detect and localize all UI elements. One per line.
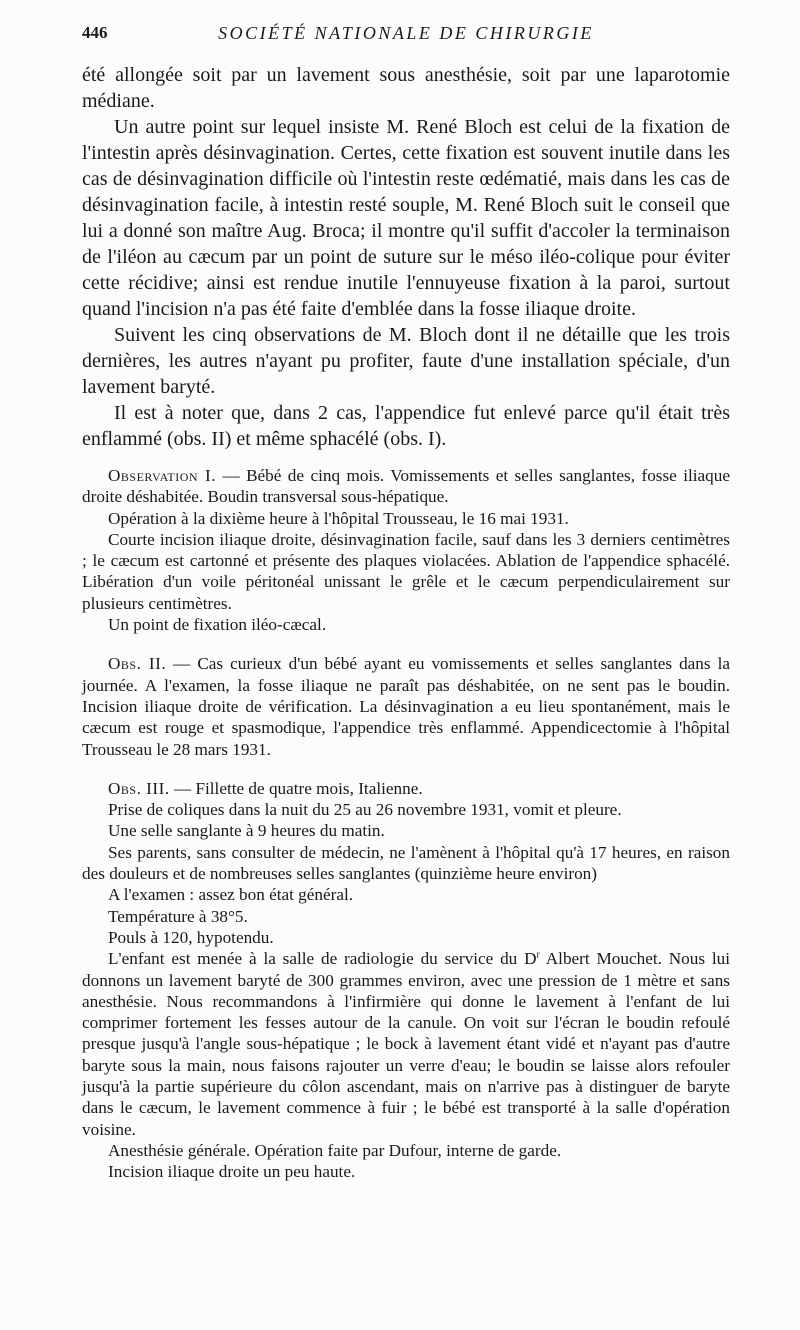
observation-3-paragraph: Température à 38°5.	[108, 906, 248, 926]
observation-2-opening	[82, 653, 730, 759]
observation-1	[82, 465, 730, 635]
observation-1-heading: Observation I.	[108, 466, 217, 485]
observation-2-first-text: — Cas curieux d'un bébé ayant eu vomissements et selles sanglantes dans la journée. A l'examen, la fosse iliaque ne paraît pas déshabitée, on ne sent pas le boudin. Incision iliaque droite de vérification. La désinvagination a eu lieu spontanément, mais le cæcum est rouge et spasmodique, l'appendice très enflammé. Appendicectomie à l'hôpital Trousseau le 28 mars 1931.	[82, 654, 730, 759]
observation-3-paragraph: Pouls à 120, hypotendu.	[108, 927, 274, 947]
observation-2-heading: Obs. II.	[108, 654, 167, 674]
paragraph-appendix-note: Il est à noter que, dans 2 cas, l'appendice fut enlevé parce qu'il était très enflammé (obs. II) et même sphacélé (obs. I).	[82, 402, 730, 450]
observation-3-paragraph: Incision iliaque droite un peu haute.	[108, 1162, 356, 1182]
observation-3-opening	[82, 778, 730, 799]
observation-1-paragraph: Courte incision iliaque droite, désinvagination facile, sauf dans les 3 derniers centimètres ; le cæcum est cartonné et présente des plaques violacées. Ablation de l'appendice sphacélé. Libération d'un voile péritonéal unissant le grêle et le cæcum perpendiculairement sur plusieurs centimètres.	[82, 529, 730, 613]
radiology-text-rest: Albert Mouchet. Nous lui donnons un lavement baryté de 300 grammes environ, avec une pression de 1 mètre et sans anesthésie. Nous recommandons à l'infirmière qui donne le lavement à l'enfant de lui comprimer fortement les fesses autour de la canule. On voit sur l'écran le boudin refoulé presque jusqu'à l'angle sous-hépatique ; le bock à lavement étant vidé et n'ayant pas d'autre baryte sous la main, nous faisons rajouter un verre d'eau; le boudin se laisse alors refouler jusqu'à la partie supérieure du côlon ascendant, mais on n'arrive pas à distinguer de baryte dans le cæcum, le lavement commence à fuir ; le bébé est transporté à la salle d'opération voisine.	[82, 949, 730, 1139]
observation-1-opening	[82, 465, 730, 508]
observation-3	[82, 778, 730, 1183]
observation-3-radiology-paragraph	[82, 948, 730, 1140]
doctor-abbrev-superscript: r	[536, 949, 540, 961]
radiology-text-start: L'enfant est menée à la salle de radiologie du service du D	[108, 949, 537, 969]
observation-3-first-text: — Fillette de quatre mois, Italienne.	[169, 778, 423, 798]
observation-2	[82, 653, 730, 759]
observation-1-paragraph: Un point de fixation iléo-cæcal.	[108, 615, 327, 635]
body-text	[82, 62, 730, 1183]
observation-3-paragraph: Ses parents, sans consulter de médecin, ne l'amènent à l'hôpital qu'à 17 heures, en raison des douleurs et de nombreuses selles sanglantes (quinzième heure environ)	[82, 842, 730, 884]
paragraph-fixation: Un autre point sur lequel insiste M. René Bloch est celui de la fixation de l'intestin après désinvagination. Certes, cette fixation est souvent inutile dans les cas de désinvagination difficile où l'intestin reste œdématié, mais dans les cas de désinvagination facile, à intestin resté souple, M. René Bloch suit le conseil que lui a donné son maître Aug. Broca; il montre qu'il suffit d'accoler la terminaison de l'iléon au cæcum par un point de suture sur le méso iléo-colique pour éviter cette récidive; ainsi est rendue inutile l'ennuyeuse fixation à la paroi, surtout quand l'incision n'a pas été faite d'emblée dans la fosse iliaque droite.	[82, 116, 730, 320]
observation-1-paragraph: Opération à la dixième heure à l'hôpital Trousseau, le 16 mai 1931.	[108, 508, 569, 528]
observation-3-paragraph: Une selle sanglante à 9 heures du matin.	[108, 821, 385, 841]
observation-3-paragraph: A l'examen : assez bon état général.	[108, 885, 354, 905]
page-header	[82, 18, 730, 48]
paragraph-continuation: été allongée soit par un lavement sous anesthésie, soit par une laparotomie médiane.	[82, 64, 730, 112]
observation-3-heading: Obs. III.	[108, 778, 170, 798]
running-title: SOCIÉTÉ NATIONALE DE CHIRURGIE	[218, 22, 594, 43]
observation-3-paragraph: Prise de coliques dans la nuit du 25 au 26 novembre 1931, vomit et pleure.	[108, 800, 622, 820]
observation-1-first-text: — Bébé de cinq mois. Vomissements et selles sanglantes, fosse iliaque droite déshabitée. Boudin transversal sous-hépatique.	[82, 466, 730, 507]
observation-3-paragraph: Anesthésie générale. Opération faite par Dufour, interne de garde.	[108, 1140, 562, 1160]
paragraph-observations-intro: Suivent les cinq observations de M. Bloch dont il ne détaille que les trois dernières, les autres n'ayant pu profiter, faute d'une installation spéciale, d'un lavement baryté.	[82, 324, 730, 398]
page-number: 446	[82, 23, 108, 42]
